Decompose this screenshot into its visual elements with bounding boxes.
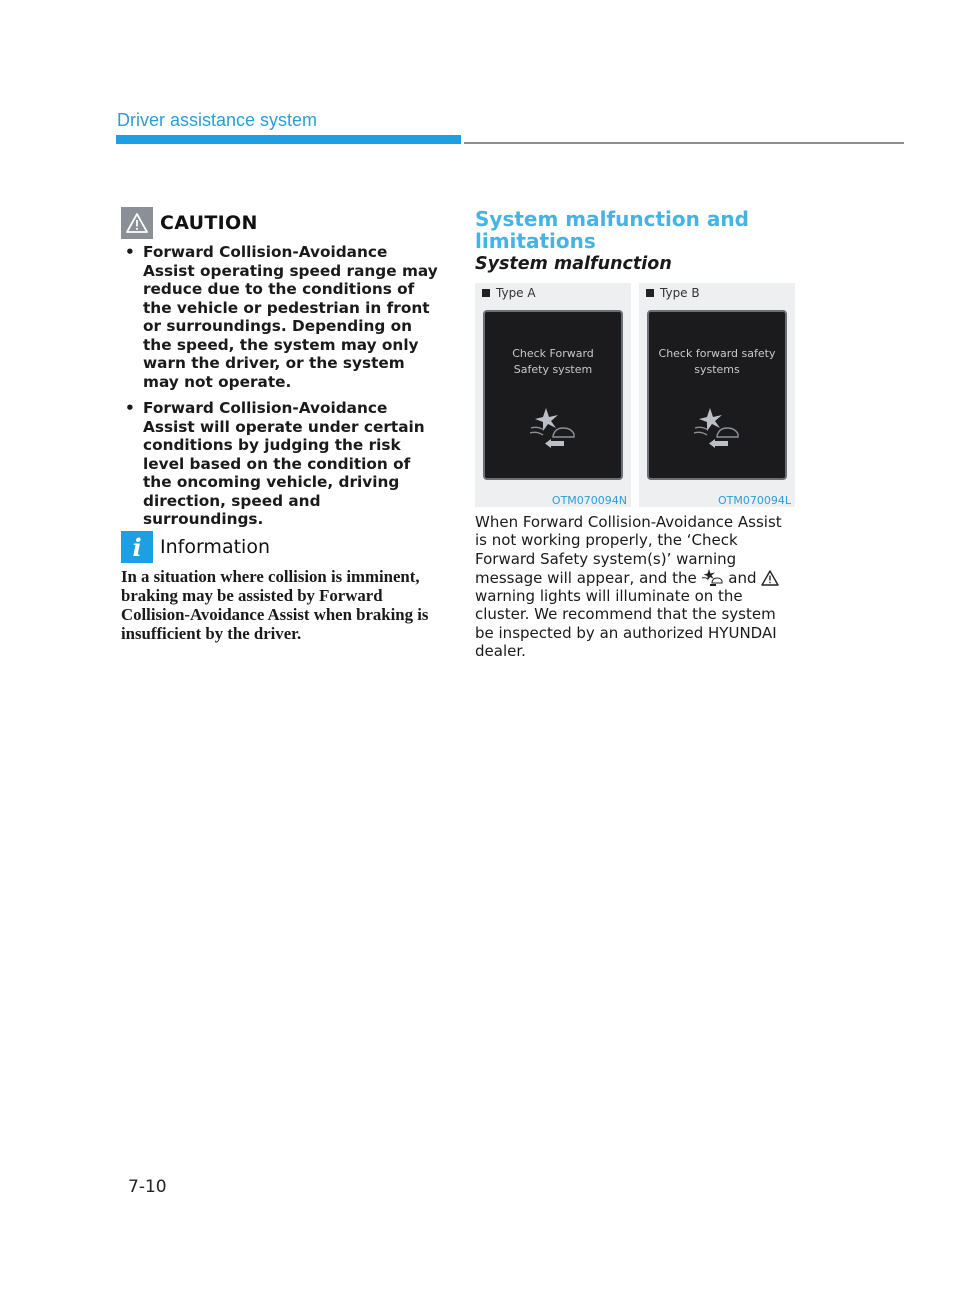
fca-warning-icon (692, 406, 744, 450)
caution-bullet-list (121, 243, 443, 537)
cluster-screen (647, 310, 787, 480)
figure-code: OTM070094L (718, 494, 791, 507)
square-bullet-icon (646, 289, 654, 297)
caution-bullet-text: Forward Collision-Avoidance Assist operating speed range may reduce due to the conditions of the vehicle or pedestrian in front or surroundings. Depending on the speed, the system may only warn the driver, or the system may not operate. (143, 243, 438, 391)
caution-title: CAUTION (160, 212, 258, 234)
figure-label: Type A (482, 286, 536, 300)
header-rule-blue (116, 135, 461, 144)
cluster-message: Check forward safety systems (658, 347, 776, 376)
square-bullet-icon (482, 289, 490, 297)
warning-triangle-icon (761, 570, 779, 586)
fca-warning-icon (528, 406, 580, 450)
information-title: Information (160, 536, 270, 558)
caution-bullet-item (121, 243, 443, 391)
section-title: System malfunction and limitations (475, 207, 749, 253)
bullet-symbol: • (125, 399, 135, 417)
malfunction-body-text: When Forward Collision-Avoidance Assist is not working properly, the ‘Check Forward Safety system(s)’ warning message will appear, and the and warning lights will illuminate on the cluster. We recommend that the system be inspected by an authorized HYUNDAI dealer. (475, 513, 782, 661)
caution-heading (121, 207, 258, 239)
figure-type-b (639, 283, 795, 507)
caution-bullet-text: Forward Collision-Avoidance Assist will operate under certain conditions by judging the risk level based on the condition of the oncoming vehicle, driving direction, speed and surroundings. (143, 399, 425, 528)
page-number: 7-10 (128, 1177, 167, 1197)
header-rule-gray (464, 142, 904, 144)
figure-label: Type B (646, 286, 700, 300)
running-header-title: Driver assistance system (117, 110, 318, 130)
caution-triangle-icon (121, 207, 153, 239)
figure-type-a (475, 283, 631, 507)
bullet-symbol: • (125, 243, 135, 261)
information-icon: i (121, 531, 153, 563)
figure-code: OTM070094N (551, 494, 627, 507)
caution-bullet-item (121, 399, 443, 529)
section-subtitle: System malfunction (475, 254, 672, 274)
cluster-message: Check Forward Safety system (512, 347, 594, 376)
fca-warning-icon (701, 568, 723, 586)
cluster-screen (483, 310, 623, 480)
information-heading (121, 531, 270, 563)
information-body: In a situation where collision is imminent, braking may be assisted by Forward Collision-Avoidance Assist when braking is insufficient by the driver. (121, 567, 429, 643)
